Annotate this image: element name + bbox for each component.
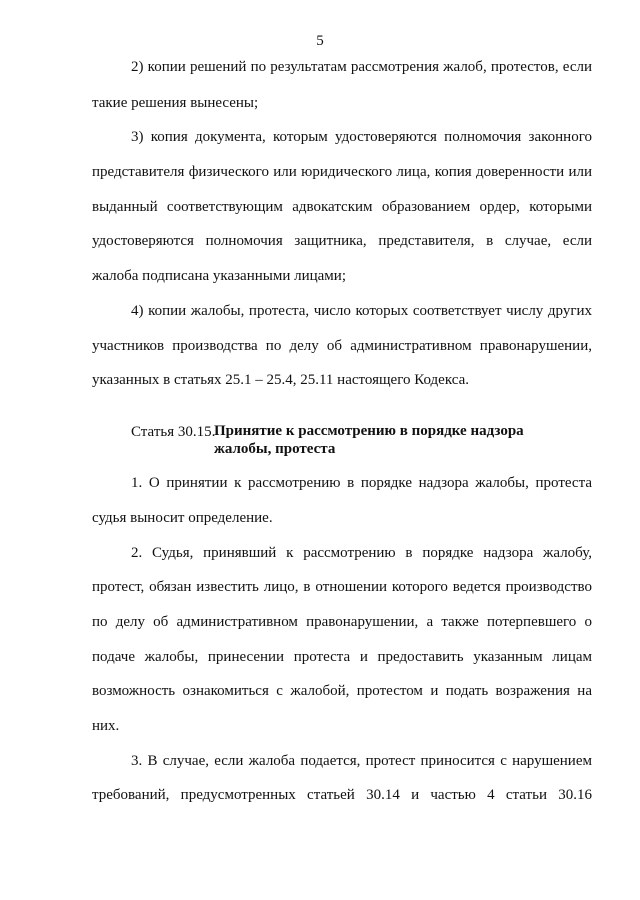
text-line: них. [92, 718, 120, 734]
text-line: судья выносит определение. [92, 510, 273, 526]
text-line: по делу об административном правонарушении, а также потерпевшего о [92, 614, 592, 630]
text-line: 2. Судья, принявший к рассмотрению в порядке надзора жалобу, [131, 545, 592, 561]
text-line: требований, предусмотренных статьей 30.14 и частью 4 статьи 30.16 [92, 787, 592, 803]
text-line: представителя физического или юридического лица, копия доверенности или [92, 164, 592, 180]
text-line: такие решения вынесены; [92, 95, 259, 111]
text-line: указанных в статьях 25.1 – 25.4, 25.11 настоящего Кодекса. [92, 372, 469, 388]
text-line: 1. О принятии к рассмотрению в порядке надзора жалобы, протеста [131, 475, 592, 491]
text-line: подаче жалобы, принесении протеста и предоставить указанным лицам [92, 649, 592, 665]
article-title-line: Принятие к рассмотрению в порядке надзора [214, 423, 524, 439]
page-number: 5 [316, 33, 324, 49]
text-line: 3) копия документа, которым удостоверяются полномочия законного [131, 129, 592, 145]
text-line: 3. В случае, если жалоба подается, протест приносится с нарушением [131, 753, 592, 769]
text-line: удостоверяются полномочия защитника, представителя, в случае, если [92, 233, 592, 249]
text-line: участников производства по делу об административном правонарушении, [92, 338, 592, 354]
article-title-line: жалобы, протеста [214, 441, 336, 457]
text-line: возможность ознакомиться с жалобой, протестом и подать возражения на [92, 683, 592, 699]
text-line: протест, обязан известить лицо, в отношении которого ведется производство [92, 579, 592, 595]
text-line: жалоба подписана указанными лицами; [92, 268, 346, 284]
text-line: 2) копии решений по результатам рассмотрения жалоб, протестов, если [131, 59, 592, 75]
text-line: выданный соответствующим адвокатским образованием ордер, которыми [92, 199, 592, 215]
article-number: Статья 30.15. [131, 424, 216, 440]
text-line: 4) копии жалобы, протеста, число которых соответствует числу других [131, 303, 592, 319]
